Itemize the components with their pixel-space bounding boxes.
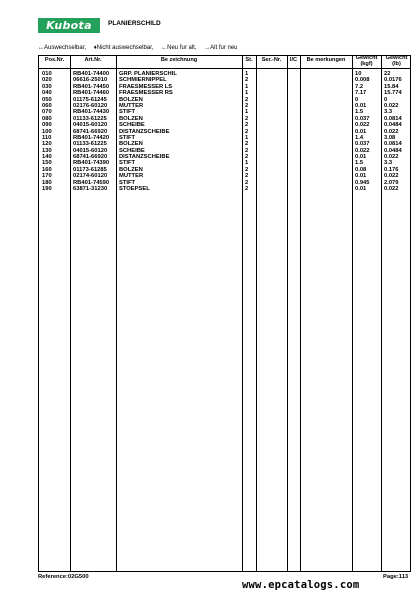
- cell-desc: MUTTER: [119, 173, 144, 180]
- cell-pos: 090: [42, 122, 52, 129]
- cell-desc: SCHEIBE: [119, 122, 145, 129]
- cell-pos: 050: [42, 96, 52, 103]
- cell-art: RB401-74400: [73, 71, 110, 77]
- cell-art: 63871-31230: [73, 186, 108, 193]
- cell-kgf: 0.01: [355, 186, 367, 193]
- page-title: PLANIERSCHILD: [108, 20, 161, 27]
- header-desc: Be zeichnung: [160, 57, 198, 63]
- cell-qty: 2: [245, 102, 249, 109]
- header-divider: [39, 68, 410, 69]
- cell-qty: 2: [245, 186, 249, 193]
- cell-art: 68741-66920: [73, 154, 108, 161]
- page-number: Page:113: [383, 574, 409, 580]
- cell-pos: 150: [42, 160, 52, 167]
- cell-qty: 2: [245, 166, 249, 173]
- cell-lb: 3.3: [384, 109, 393, 116]
- cell-kgf: 0.008: [355, 77, 370, 84]
- parts-table: [38, 55, 411, 572]
- cell-qty: 2: [245, 96, 249, 103]
- cell-desc: GRP. PLANIERSCHIL: [119, 71, 177, 77]
- cell-pos: 010: [42, 71, 52, 77]
- cell-lb: 0.022: [384, 128, 399, 135]
- cell-desc: SCHEIBE: [119, 147, 145, 154]
- cell-art: 02174-60120: [73, 173, 108, 180]
- cell-art: RB401-74390: [73, 160, 110, 167]
- legend-old-for-new: →Alt fur neu: [204, 45, 238, 51]
- header-weight-lb: Gewicht (lb): [385, 55, 408, 67]
- kubota-logo: [38, 18, 100, 33]
- cell-pos: 130: [42, 147, 52, 154]
- cell-lb: 0.022: [384, 102, 399, 109]
- cell-kgf: 1.4: [355, 134, 364, 141]
- cell-desc: MUTTER: [119, 102, 144, 109]
- cell-pos: 070: [42, 109, 52, 116]
- cell-kgf: 0.037: [355, 115, 370, 122]
- cell-lb: 0.0814: [384, 141, 402, 148]
- cell-lb: 22: [384, 71, 391, 77]
- cell-pos: 120: [42, 141, 52, 148]
- cell-art: 01133-61225: [73, 141, 107, 148]
- cell-pos: 190: [42, 186, 52, 193]
- cell-pos: 030: [42, 83, 52, 90]
- cell-desc: DISTANZSCHEIBE: [119, 128, 170, 135]
- legend: [38, 45, 244, 51]
- cell-qty: 2: [245, 141, 249, 148]
- cell-lb: 15.84: [384, 83, 399, 90]
- cell-pos: 080: [42, 115, 52, 122]
- cell-art: RB401-74590: [73, 179, 110, 186]
- cell-kgf: 0.08: [355, 166, 367, 173]
- cell-lb: 0.0176: [384, 77, 402, 84]
- header-remarks: Be merkungen: [306, 57, 346, 63]
- cell-art: RB401-74450: [73, 83, 110, 90]
- cell-pos: 160: [42, 166, 52, 173]
- cell-desc: STIFT: [119, 179, 136, 186]
- cell-desc: STIFT: [119, 134, 136, 141]
- cell-kgf: 10: [355, 71, 362, 77]
- cell-pos: 110: [42, 134, 52, 141]
- cell-art: RB401-74420: [73, 134, 110, 141]
- cell-qty: 1: [245, 71, 249, 77]
- cell-kgf: 0.01: [355, 128, 367, 135]
- cell-art: 02176-60120: [73, 102, 108, 109]
- cell-qty: 2: [245, 179, 249, 186]
- cell-desc: FRAESMESSER RS: [119, 90, 173, 97]
- cell-pos: 020: [42, 77, 52, 84]
- cell-qty: 2: [245, 122, 249, 129]
- cell-kgf: 1.5: [355, 160, 364, 167]
- header-ic: I/C: [289, 57, 298, 63]
- cell-qty: 1: [245, 134, 249, 141]
- cell-kgf: 0.01: [355, 102, 367, 109]
- cell-desc: DISTANZSCHEIBE: [119, 154, 170, 161]
- legend-not-interchangeable: ♦Nicht auswechselbar,: [93, 45, 154, 51]
- cell-qty: 2: [245, 128, 249, 135]
- cell-qty: 1: [245, 160, 249, 167]
- cell-lb: 0.0814: [384, 115, 402, 122]
- cell-lb: 0.0484: [384, 147, 402, 154]
- cell-lb: 0.022: [384, 173, 399, 180]
- cell-pos: 140: [42, 154, 52, 161]
- cell-lb: 2.079: [384, 179, 399, 186]
- cell-qty: 2: [245, 173, 249, 180]
- cell-lb: 0.176: [384, 166, 399, 173]
- cell-kgf: 0.01: [355, 173, 367, 180]
- cell-art: 01133-61225: [73, 115, 107, 122]
- cell-pos: 060: [42, 102, 52, 109]
- cell-lb: 3.3: [384, 160, 393, 167]
- cell-qty: 1: [245, 90, 249, 97]
- cell-art: RB401-74460: [73, 90, 110, 97]
- cell-kgf: 1.5: [355, 109, 364, 116]
- cell-desc: FRAESMESSER LS: [119, 83, 173, 90]
- cell-art: 04015-60120: [73, 147, 108, 154]
- cell-kgf: 0.022: [355, 122, 370, 129]
- cell-lb: 0.0484: [384, 122, 402, 129]
- header-weight-kgf: Gewicht (kgf): [355, 55, 378, 67]
- cell-lb: 3.08: [384, 134, 396, 141]
- reference-label: Reference:02G500: [38, 574, 89, 580]
- site-watermark: www.epcatalogs.com: [242, 579, 360, 591]
- cell-kgf: 0: [355, 96, 359, 103]
- header-qty: St.: [245, 57, 253, 63]
- cell-qty: 1: [245, 109, 249, 116]
- cell-desc: BOLZEN: [119, 115, 143, 122]
- cell-desc: STOEPSEL: [119, 186, 150, 193]
- cell-qty: 2: [245, 115, 249, 122]
- header-serial: Ser.-Nr.: [261, 57, 282, 63]
- cell-kgf: 7.2: [355, 83, 364, 90]
- cell-kgf: 0.945: [355, 179, 370, 186]
- cell-lb: 0: [384, 96, 388, 103]
- cell-pos: 100: [42, 128, 52, 135]
- header-art: Art.Nr.: [84, 57, 102, 63]
- cell-qty: 1: [245, 83, 249, 90]
- cell-pos: 170: [42, 173, 52, 180]
- cell-pos: 040: [42, 90, 52, 97]
- cell-pos: 180: [42, 179, 52, 186]
- cell-art: 04015-60120: [73, 122, 108, 129]
- cell-qty: 2: [245, 147, 249, 154]
- cell-art: RB401-74430: [73, 109, 110, 116]
- cell-art: 01173-61285: [73, 166, 107, 173]
- cell-desc: BOLZEN: [119, 166, 143, 173]
- legend-new-for-old: ←Neu fur alt,: [161, 45, 197, 51]
- cell-desc: BOLZEN: [119, 141, 143, 148]
- logo-text: Kubota: [46, 19, 92, 32]
- cell-art: 68741-66920: [73, 128, 108, 135]
- cell-kgf: 0.037: [355, 141, 370, 148]
- cell-kgf: 0.01: [355, 154, 367, 161]
- cell-desc: STIFT: [119, 109, 136, 116]
- cell-lb: 0.022: [384, 186, 399, 193]
- header-pos: Pos.Nr.: [44, 57, 65, 63]
- cell-lb: 0.022: [384, 154, 399, 161]
- table-body: [39, 71, 410, 192]
- cell-kgf: 0.022: [355, 147, 370, 154]
- legend-interchangeable: ↔Auswechselbar,: [38, 45, 87, 51]
- cell-kgf: 7.17: [355, 90, 367, 97]
- cell-art: 01175-61245: [73, 96, 107, 103]
- cell-lb: 15.774: [384, 90, 402, 97]
- cell-art: 06616-25010: [73, 77, 108, 84]
- cell-desc: BOLZEN: [119, 96, 143, 103]
- cell-qty: 2: [245, 77, 249, 84]
- cell-qty: 2: [245, 154, 249, 161]
- cell-desc: SCHMIERNIPPEL: [119, 77, 167, 84]
- cell-desc: STIFT: [119, 160, 136, 167]
- table-row: [39, 186, 410, 192]
